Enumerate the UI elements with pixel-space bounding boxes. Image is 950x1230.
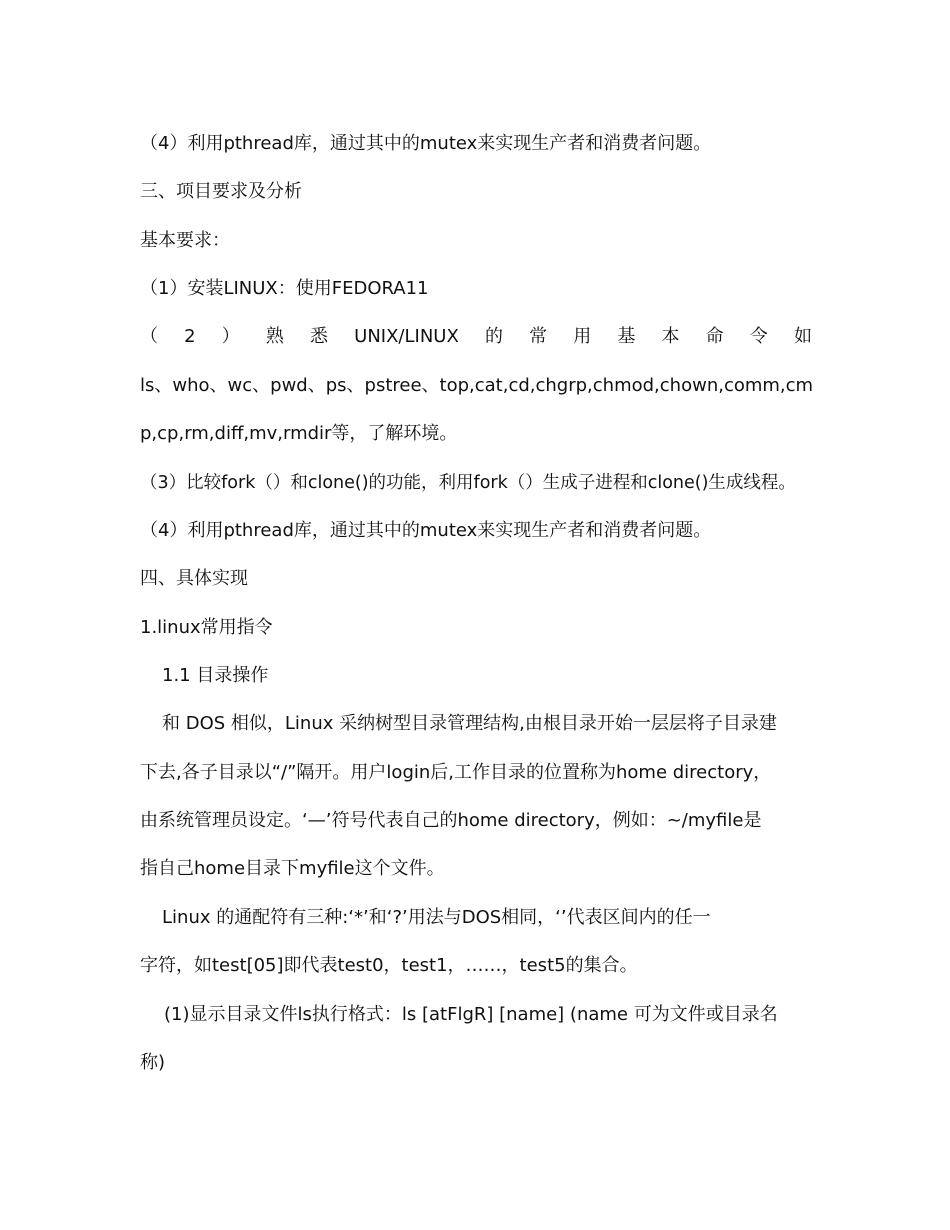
- spaced-token: 的: [484, 326, 503, 347]
- spaced-token: （: [140, 326, 158, 347]
- text-line-1: （4）利用pthread库，通过其中的mutex来实现生产者和消费者问题。: [140, 133, 712, 154]
- spaced-token: 令: [749, 326, 768, 347]
- spaced-token: 如: [793, 326, 812, 347]
- spaced-token: 命: [705, 326, 724, 347]
- spaced-token: 常: [529, 326, 548, 347]
- text-line-req-2: [140, 325, 812, 349]
- paragraph-line-1: 和 DOS 相似，Linux 采纳树型目录管理结构,由根目录开始一层层将子目录建: [162, 713, 777, 734]
- subsection-heading-1: 1.linux常用指令: [140, 617, 273, 638]
- paragraph-line-8: 称): [140, 1052, 166, 1073]
- spaced-token: UNIX/LINUX: [354, 326, 459, 347]
- paragraph-line-4: 指自己home目录下myfile这个文件。: [140, 858, 445, 879]
- spaced-token: 本: [661, 326, 680, 347]
- paragraph-line-2: 下去,各子目录以“/”隔开。用户login后,工作目录的位置称为home directory，: [140, 762, 772, 783]
- text-line-req-3: （3）比较fork（）和clone()的功能，利用fork（）生成子进程和clone()生成线程。: [140, 473, 796, 493]
- text-line-commands-2: p,cp,rm,diff,mv,rmdir等，了解环境。: [140, 423, 458, 444]
- spaced-token: 用: [573, 326, 592, 347]
- text-line-req-4: （4）利用pthread库，通过其中的mutex来实现生产者和消费者问题。: [140, 520, 712, 541]
- spaced-token: 悉: [310, 326, 329, 347]
- paragraph-line-7: (1)显示目录文件ls执行格式：ls [atFlgR] [name] (name 可为文件或目录名: [164, 1004, 778, 1025]
- paragraph-line-6: 字符，如test[05]即代表test0，test1，……，test5的集合。: [140, 955, 638, 976]
- section-heading-3: 三、项目要求及分析: [140, 181, 302, 202]
- subsection-heading-1-1: 1.1 目录操作: [162, 665, 269, 686]
- spaced-token: 2: [184, 326, 196, 347]
- text-line-commands-1: ls、who、wc、pwd、ps、pstree、top,cat,cd,chgrp,chmod,chown,comm,cm: [140, 375, 814, 396]
- spaced-token: 熟: [265, 326, 284, 347]
- paragraph-line-3: 由系统管理员设定。‘—’符号代表自己的home directory，例如：~/myfile是: [140, 810, 762, 831]
- text-line-req-1: （1）安装LINUX：使用FEDORA11: [140, 278, 429, 299]
- spaced-token: 基: [617, 326, 636, 347]
- spaced-token: ）: [221, 326, 240, 347]
- text-line-basic-requirements: 基本要求：: [140, 230, 230, 251]
- section-heading-4: 四、具体实现: [140, 568, 248, 589]
- paragraph-line-5: Linux 的通配符有三种:‘*’和‘?’用法与DOS相同，‘’代表区间内的任一: [162, 907, 711, 928]
